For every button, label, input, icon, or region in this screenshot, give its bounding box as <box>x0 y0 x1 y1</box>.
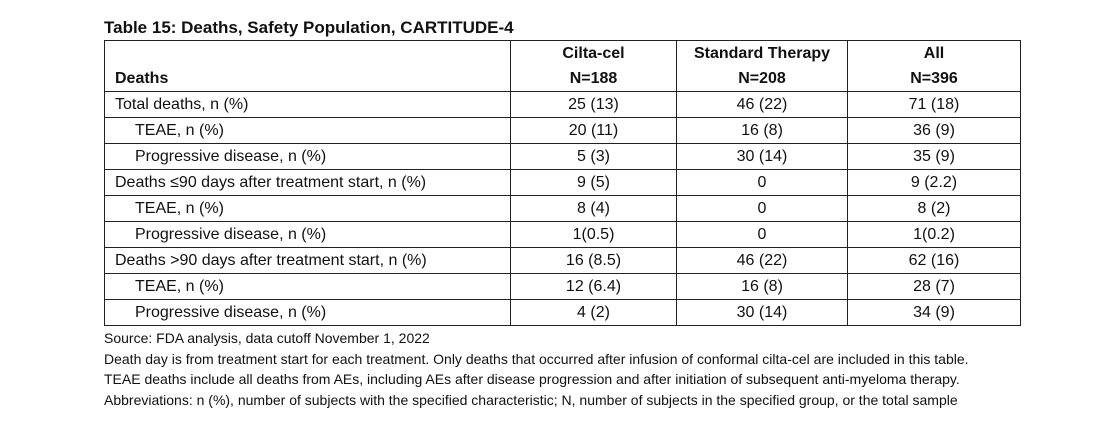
cell-value: 25 (13) <box>511 92 677 118</box>
document <box>104 16 1064 410</box>
cell-value: 0 <box>677 222 848 248</box>
column-name: Standard Therapy <box>693 45 831 62</box>
column-header-cilta-cel <box>511 41 677 92</box>
cell-value: 35 (9) <box>848 144 1021 170</box>
column-header-standard-therapy <box>677 41 848 92</box>
cell-value: 16 (8.5) <box>511 248 677 274</box>
cell-value: 62 (16) <box>848 248 1021 274</box>
table-body <box>105 92 1021 326</box>
row-label: TEAE, n (%) <box>105 274 511 300</box>
footnote-source: Source: FDA analysis, data cutoff November 1, 2022 <box>104 330 430 346</box>
cell-value: 36 (9) <box>848 118 1021 144</box>
row-label: Total deaths, n (%) <box>105 92 511 118</box>
footnote-abbreviations: Abbreviations: n (%), number of subjects with the specified characteristic; N, number of subjects in the specified group, or the total sample <box>104 391 958 408</box>
deaths-table <box>104 40 1021 326</box>
table-row <box>105 300 1021 326</box>
row-label: Progressive disease, n (%) <box>105 222 511 248</box>
footnotes <box>104 328 1064 410</box>
row-label: Progressive disease, n (%) <box>105 300 511 326</box>
cell-value: 71 (18) <box>848 92 1021 118</box>
table-row <box>105 222 1021 248</box>
column-n: N=188 <box>569 70 618 87</box>
column-name: All <box>923 45 945 62</box>
cell-value: 1(0.5) <box>511 222 677 248</box>
row-label: TEAE, n (%) <box>105 118 511 144</box>
row-header-deaths: Deaths <box>105 41 511 92</box>
table-row <box>105 274 1021 300</box>
header-row <box>105 41 1021 92</box>
cell-value: 20 (11) <box>511 118 677 144</box>
footnote-death-day: Death day is from treatment start for each treatment. Only deaths that occurred after infusion of conformal cilta-cel are included in this table. <box>104 350 969 367</box>
cell-value: 16 (8) <box>677 274 848 300</box>
cell-value: 46 (22) <box>677 248 848 274</box>
cell-value: 0 <box>677 170 848 196</box>
row-label: Progressive disease, n (%) <box>105 144 511 170</box>
cell-value: 8 (4) <box>511 196 677 222</box>
table-row <box>105 196 1021 222</box>
column-n: N=396 <box>910 70 958 87</box>
column-name: Cilta-cel <box>562 45 625 62</box>
cell-value: 8 (2) <box>848 196 1021 222</box>
footnote-teae: TEAE deaths include all deaths from AEs, including AEs after disease progression and after initiation of subsequent anti-myeloma therapy. <box>104 371 960 387</box>
table-row <box>105 118 1021 144</box>
row-label: Deaths ≤90 days after treatment start, n (%) <box>105 170 511 196</box>
row-label: Deaths >90 days after treatment start, n (%) <box>105 248 511 274</box>
cell-value: 30 (14) <box>677 300 848 326</box>
row-label: TEAE, n (%) <box>105 196 511 222</box>
table-title: Table 15: Deaths, Safety Population, CARTITUDE-4 <box>104 18 514 37</box>
cell-value: 1(0.2) <box>848 222 1021 248</box>
cell-value: 46 (22) <box>677 92 848 118</box>
cell-value: 4 (2) <box>511 300 677 326</box>
cell-value: 16 (8) <box>677 118 848 144</box>
cell-value: 34 (9) <box>848 300 1021 326</box>
table-row <box>105 92 1021 118</box>
cell-value: 9 (5) <box>511 170 677 196</box>
cell-value: 28 (7) <box>848 274 1021 300</box>
cell-value: 12 (6.4) <box>511 274 677 300</box>
cell-value: 9 (2.2) <box>848 170 1021 196</box>
column-header-all <box>848 41 1021 92</box>
cell-value: 5 (3) <box>511 144 677 170</box>
table-row <box>105 144 1021 170</box>
column-n: N=208 <box>738 70 786 87</box>
table-row <box>105 170 1021 196</box>
cell-value: 0 <box>677 196 848 222</box>
table-row <box>105 248 1021 274</box>
cell-value: 30 (14) <box>677 144 848 170</box>
